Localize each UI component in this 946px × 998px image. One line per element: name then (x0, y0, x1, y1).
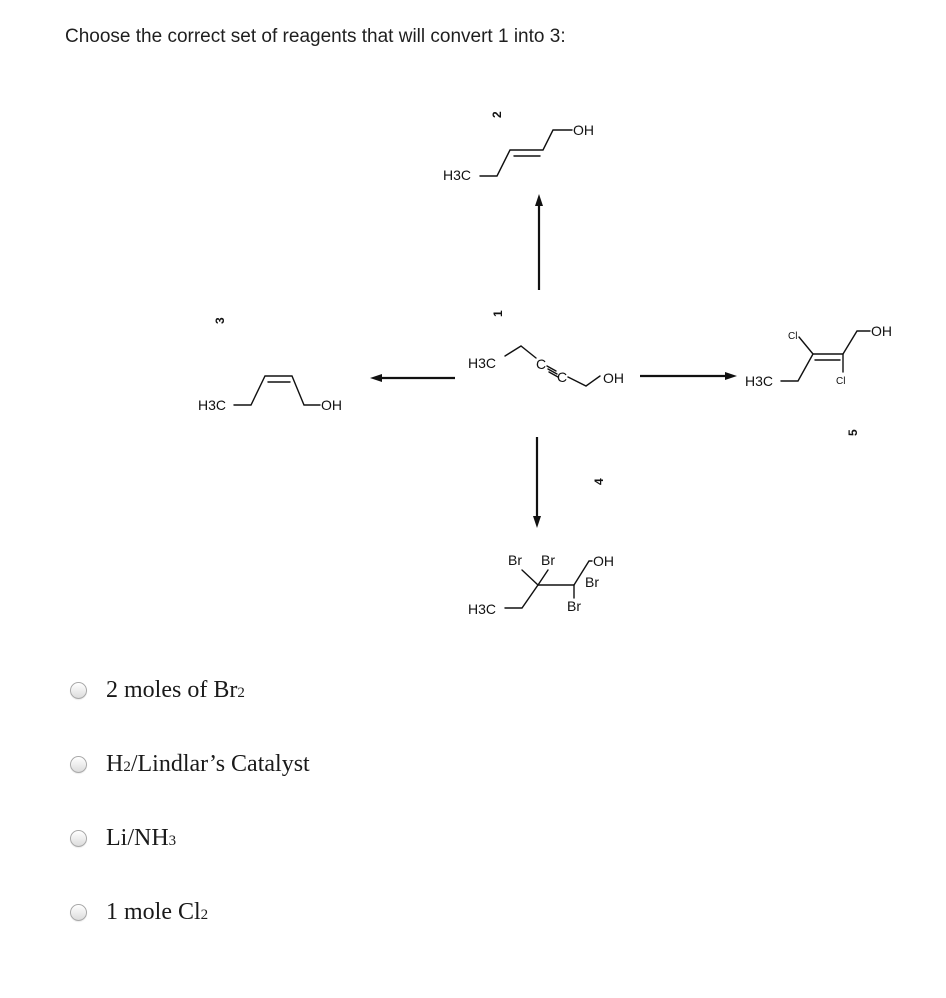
compound-1-alkyne-c1: C (536, 356, 547, 372)
compound-3 (198, 317, 342, 413)
compound-3-number: 3 (213, 317, 227, 324)
compound-1-hydroxyl: OH (603, 370, 624, 386)
compound-2 (443, 111, 594, 183)
choice-li-nh3[interactable] (70, 823, 176, 853)
compound-2-skeleton (480, 130, 572, 176)
compound-4-br-c: Br (585, 574, 599, 590)
arrow-to-5 (640, 372, 737, 380)
compound-5-cl-top: Cl (788, 331, 798, 342)
compound-4-br-a: Br (508, 552, 522, 568)
compound-1-ch2-oh (568, 376, 600, 386)
compound-1 (468, 310, 624, 386)
compound-2-hydroxyl: OH (573, 122, 594, 138)
choice-h2-lindlar[interactable] (70, 749, 310, 779)
arrow-to-3 (370, 374, 455, 382)
compound-2-number: 2 (490, 111, 504, 118)
choice-label: 1 mole Cl2 (106, 898, 209, 925)
compound-1-methyl: H3C (468, 355, 497, 371)
compound-5-cl-bottom: Cl (836, 376, 846, 387)
compound-5-hydroxyl: OH (871, 323, 892, 339)
choice-label: 2 moles of Br2 (106, 676, 245, 703)
radio-button[interactable] (70, 756, 87, 773)
compound-5-number: 5 (846, 429, 860, 436)
arrow-to-2 (535, 194, 543, 290)
compound-2-methyl: H3C (443, 167, 472, 183)
radio-button[interactable] (70, 830, 87, 847)
compound-4-methyl: H3C (468, 601, 497, 617)
choice-2-moles-br2[interactable] (70, 675, 245, 705)
choice-label: Li/NH3 (106, 824, 177, 851)
compound-4 (468, 478, 614, 617)
radio-button[interactable] (70, 682, 87, 699)
compound-4-skeleton (505, 585, 574, 608)
compound-3-methyl: H3C (198, 397, 227, 413)
compound-4-br-b: Br (541, 552, 555, 568)
choice-1-mole-cl2[interactable] (70, 897, 208, 927)
compound-3-hydroxyl: OH (321, 397, 342, 413)
compound-1-ch2 (505, 346, 536, 358)
compound-4-br-d: Br (567, 598, 581, 614)
radio-button[interactable] (70, 904, 87, 921)
compound-5-methyl: H3C (745, 373, 774, 389)
compound-3-skeleton (234, 376, 320, 405)
compound-1-alkyne-c2: C (557, 369, 568, 385)
choice-label: H2/Lindlar’s Catalyst (106, 750, 310, 777)
compound-4-number: 4 (592, 478, 606, 485)
compound-5 (745, 323, 892, 436)
question-text: Choose the correct set of reagents that will convert 1 into 3: (65, 26, 566, 47)
compound-1-number: 1 (491, 310, 505, 317)
compound-4-hydroxyl: OH (593, 553, 614, 569)
arrow-to-4 (533, 437, 541, 528)
